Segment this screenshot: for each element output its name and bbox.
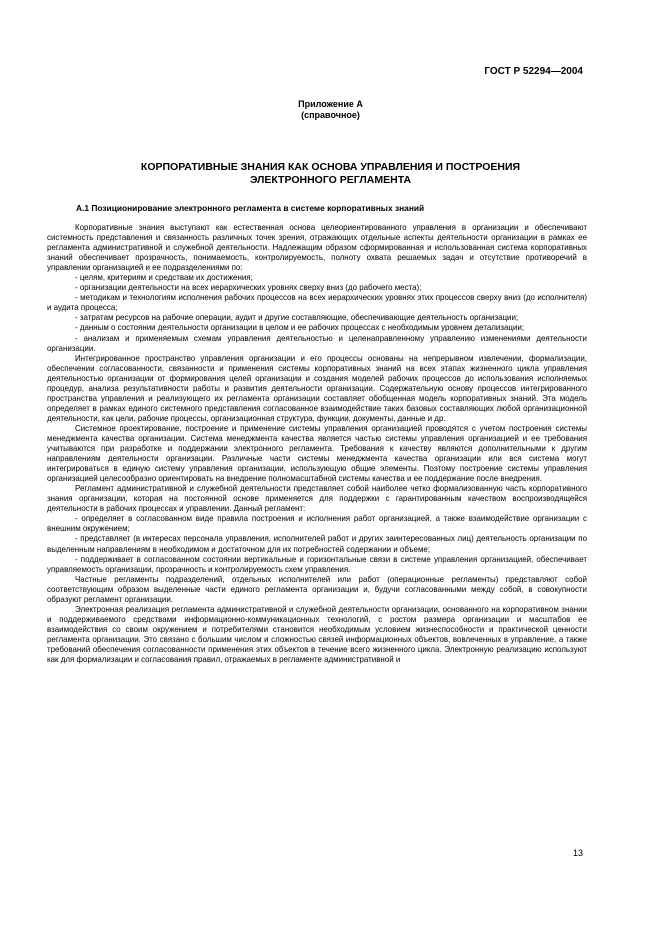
page-number: 13 [572, 848, 583, 858]
paragraph: Электронная реализация регламента административной и служебной деятельности организации, основанного на корпоративном знании и поддерживаемого средствами информационно-коммуникационных технологий, с ростом размера организации и масштабов ее взаимодействия со своим окружением и потребителями становится необходимым условием жизнеспособности и практической ценности регламента организации. Это связано с большим числом и сложностью связей информационных объектов, вовлеченных в управление, а также требований обеспечения согласованности применения этих объектов в течение всего жизненного цикла. Электронную реализацию используют как для формализации и согласования правил, отражаемых в регламенте административной и [47, 604, 587, 665]
annex-label: Приложение А [298, 99, 363, 109]
paragraph: Системное проектирование, построение и применение системы управления организацией проводятся с учетом построения системы менеджмента качества организации. Система менеджмента качества является частью системы управления организацией и ее требования учитываются при разработке и поддержании электронного регламента. Требования к качеству являются дополнительными к другим направлениям деятельности организации. Различные части системы менеджмента качества организации или вся система могут интегрироваться в единую систему управления организации, использующую общие элементы. Поэтому построение системы управления организацией целесообразно ориентировать на внедрение полномасштабной системы качества и ее поддержание после внедрения. [47, 423, 587, 484]
body-text [47, 223, 587, 665]
list-item: - методикам и технологиям исполнения рабочих процессов на всех иерархических уровнях этих процессов сверху вниз (до исполнителя) и аудита процесса; [47, 293, 587, 313]
annex-title-line-2: ЭЛЕКТРОННОГО РЕГЛАМЕНТА [249, 174, 412, 186]
paragraph: Корпоративные знания выступают как естественная основа целеориентированного управления в организации и обеспечивают системность представления и связанность различных точек зрения, отражающих отдельные аспекты деятельности организации в рамках ее регламента административной и служебной деятельности. Надлежащим образом сформированная и использованная система корпоративных знаний обеспечивает прозрачность, понимаемость, контролируемость, полноту охвата решаемых задач и отсутствие противоречий в управлении организацией и ее подразделениями по: [47, 223, 587, 273]
list-item: - представляет (в интересах персонала управления, исполнителей работ и других заинтересованных лиц) деятельность организации по выделенным направлениям в необходимом и достаточном для их потребностей содержании и объеме; [47, 534, 587, 554]
standard-number: ГОСТ Р 52294—2004 [484, 66, 583, 77]
list-item: - поддерживает в согласованном состоянии вертикальные и горизонтальные связи в системе управления организацией, обеспечивает управляемость организации, прозрачность и контролируемость схем управления. [47, 554, 587, 574]
list-item: - организации деятельности на всех иерархических уровнях сверху вниз (до рабочего места); [75, 283, 422, 293]
annex-title-line-1: КОРПОРАТИВНЫЕ ЗНАНИЯ КАК ОСНОВА УПРАВЛЕНИЯ И ПОСТРОЕНИЯ [140, 161, 521, 173]
list-item: - данным о состоянии деятельности организации в целом и ее рабочих процессах с необходимым уровнем детализации; [75, 323, 525, 333]
paragraph: Регламент административной и служебной деятельности представляет собой наиболее четко формализованную часть корпоративного знания организации, которая на постоянной основе применяется для поддержки с гарантированным качеством воспроизводящейся деятельности в рабочих процессах и управлении. Данный регламент: [47, 484, 587, 514]
list-item: - анализам и применяемым схемам управления деятельностью и целенаправленному управлению изменениями деятельности организации. [47, 333, 587, 353]
annex-type: (справочное) [301, 110, 360, 120]
list-item: - определяет в согласованном виде правила построения и исполнения работ организацией, а также взаимодействие организации с внешним окружением; [47, 514, 587, 534]
paragraph: Интегрированное пространство управления организации и его процессы основаны на непрерывном извлечении, формализации, обеспечении согласованности, связанности и применения системы корпоративных знаний на всех этапах жизненного цикла управления деятельностью организации от формирования целей организации и создания моделей рабочих процессов до использования исполняемых процедур, анализа результативности работы и развития деятельности организации. Содержательную основу процессов интегрированного пространства управления и реализующего их регламента организации составляет обобщенная модель корпоративных знаний. Эта модель определяет в рамках единого системного представления согласованное взаимодействие таких базовых составляющих любой организационной деятельности, как цели, рабочие процессы, организационная структура, функции, документы, данные и др. [47, 353, 587, 423]
paragraph: Частные регламенты подразделений, отдельных исполнителей или работ (операционные регламенты) представляют собой соответствующим образом выделенные части единого регламента организации и, будучи согласованными между собой, в совокупности образуют регламент организации. [47, 574, 587, 604]
list-item: - целям, критериям и средствам их достижения; [75, 273, 253, 283]
annex-heading [0, 99, 661, 121]
section-heading: А.1 Позиционирование электронного регламента в системе корпоративных знаний [76, 203, 425, 213]
annex-title [70, 161, 591, 187]
list-item: - затратам ресурсов на рабочие операции, аудит и другие составляющие, обеспечивающие деятельность организации; [75, 313, 519, 323]
